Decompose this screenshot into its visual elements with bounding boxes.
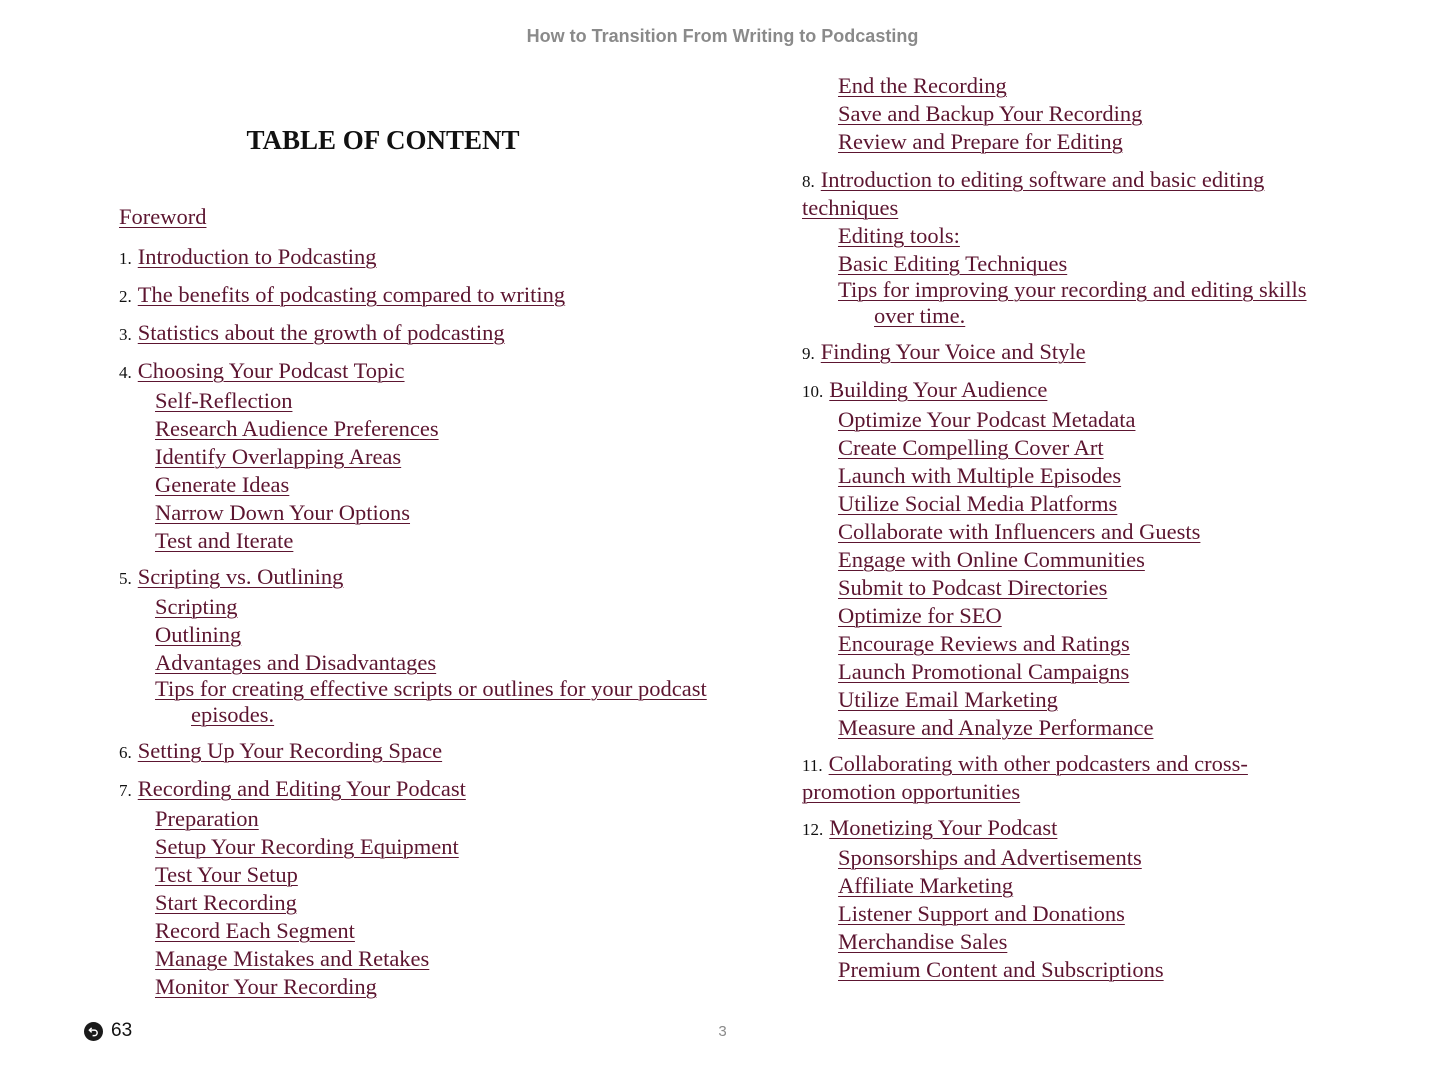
subsection-link[interactable]: Preparation <box>155 806 259 831</box>
subsection-link[interactable]: Identify Overlapping Areas <box>155 444 402 469</box>
chapter-number: 6. <box>119 743 132 762</box>
chapter-link[interactable]: Scripting vs. Outlining <box>137 564 344 589</box>
toc-subsection[interactable] <box>802 463 1322 489</box>
toc-chapter[interactable] <box>802 751 1322 805</box>
subsection-link[interactable]: End the Recording <box>838 73 1007 98</box>
subsection-link[interactable]: Research Audience Preferences <box>155 416 439 441</box>
subsection-link[interactable]: Self-Reflection <box>155 388 293 413</box>
toc-chapter[interactable] <box>119 282 719 310</box>
subsection-link[interactable]: Encourage Reviews and Ratings <box>838 631 1130 656</box>
toc-left-column <box>119 204 719 1000</box>
subsection-link[interactable]: Editing tools: <box>838 223 960 248</box>
toc-heading: TABLE OF CONTENT <box>246 125 520 155</box>
book-title: How to Transition From Writing to Podcasting <box>526 26 919 46</box>
toc-chapter[interactable] <box>802 339 1322 367</box>
subsection-link[interactable]: Generate Ideas <box>155 472 290 497</box>
chapter-link[interactable]: Statistics about the growth of podcasting <box>137 320 505 345</box>
toc-subsection[interactable] <box>802 957 1322 983</box>
subsection-link[interactable]: Optimize Your Podcast Metadata <box>838 407 1136 432</box>
toc-chapter[interactable] <box>802 167 1322 221</box>
chapter-link[interactable]: Recording and Editing Your Podcast <box>137 776 466 801</box>
toc-subsection[interactable] <box>802 547 1322 573</box>
subsection-link[interactable]: Tips for creating effective scripts or outlines for your podcast episodes. <box>155 676 707 727</box>
subsection-link[interactable]: Utilize Email Marketing <box>838 687 1058 712</box>
toc-subsection[interactable] <box>802 873 1322 899</box>
subsection-link[interactable]: Advantages and Disadvantages <box>155 650 437 675</box>
toc-subsection[interactable] <box>119 946 719 972</box>
toc-subsection[interactable] <box>802 901 1322 927</box>
subsection-link[interactable]: Launch with Multiple Episodes <box>838 463 1122 488</box>
subsection-link[interactable]: Test Your Setup <box>155 862 298 887</box>
toc-subsection[interactable] <box>119 834 719 860</box>
chapter-number: 9. <box>802 344 815 363</box>
toc-subsection[interactable] <box>802 223 1322 249</box>
toc-entry-foreword[interactable] <box>119 204 719 230</box>
toc-subsection[interactable] <box>802 129 1322 155</box>
toc-chapter[interactable] <box>119 358 719 386</box>
subsection-link[interactable]: Engage with Online Communities <box>838 547 1145 572</box>
chapter-number: 11. <box>802 756 823 775</box>
toc-subsection[interactable] <box>119 676 719 728</box>
toc-subsection[interactable] <box>802 929 1322 955</box>
chapter-number: 10. <box>802 382 824 401</box>
toc-chapter[interactable] <box>119 776 719 804</box>
toc-subsection[interactable] <box>119 806 719 832</box>
toc-subsection[interactable] <box>802 603 1322 629</box>
toc-chapter[interactable] <box>119 564 719 592</box>
chapter-number: 8. <box>802 172 815 191</box>
toc-subsection[interactable] <box>802 491 1322 517</box>
toc-subsection[interactable] <box>802 277 1322 329</box>
subsection-link[interactable]: Start Recording <box>155 890 297 915</box>
subsection-link[interactable]: Review and Prepare for Editing <box>838 129 1123 154</box>
subsection-link[interactable]: Create Compelling Cover Art <box>838 435 1104 460</box>
subsection-link[interactable]: Optimize for SEO <box>838 603 1002 628</box>
toc-subsection[interactable] <box>802 73 1322 99</box>
pages-left-count: 63 <box>111 1020 133 1041</box>
chapter-link[interactable]: The benefits of podcasting compared to writing <box>137 282 566 307</box>
chapter-link[interactable]: Setting Up Your Recording Space <box>137 738 443 763</box>
subsection-link[interactable]: Record Each Segment <box>155 918 355 943</box>
toc-right-column <box>802 71 1322 983</box>
toc-subsection[interactable] <box>119 622 719 648</box>
chapter-link[interactable]: Building Your Audience <box>829 377 1048 402</box>
subsection-link[interactable]: Tips for improving your recording and editing skills over time. <box>838 277 1307 328</box>
subsection-link[interactable]: Save and Backup Your Recording <box>838 101 1143 126</box>
chapter-link[interactable]: Choosing Your Podcast Topic <box>137 358 405 383</box>
chapter-link[interactable]: Monetizing Your Podcast <box>829 815 1058 840</box>
chapter-number: 3. <box>119 325 132 344</box>
chapter-number: 4. <box>119 363 132 382</box>
chapter-number: 2. <box>119 287 132 306</box>
toc-subsection[interactable] <box>119 444 719 470</box>
toc-chapter[interactable] <box>119 320 719 348</box>
subsection-link[interactable]: Narrow Down Your Options <box>155 500 411 525</box>
toc-left-list <box>119 244 719 1000</box>
toc-chapter[interactable] <box>802 377 1322 405</box>
subsection-link[interactable]: Outlining <box>155 622 242 647</box>
subsection-link[interactable]: Utilize Social Media Platforms <box>838 491 1118 516</box>
subsection-link[interactable]: Manage Mistakes and Retakes <box>155 946 430 971</box>
toc-subsection[interactable] <box>802 659 1322 685</box>
subsection-link[interactable]: Merchandise Sales <box>838 929 1008 954</box>
toc-subsection[interactable] <box>802 251 1322 277</box>
toc-chapter[interactable] <box>119 244 719 272</box>
subsection-link[interactable]: Premium Content and Subscriptions <box>838 957 1164 982</box>
toc-right-list <box>802 167 1322 983</box>
subsection-link[interactable]: Listener Support and Donations <box>838 901 1125 926</box>
toc-chapter[interactable] <box>119 738 719 766</box>
toc-subsection[interactable] <box>119 650 719 676</box>
subsection-link[interactable]: Measure and Analyze Performance <box>838 715 1154 740</box>
toc-subsection[interactable] <box>802 845 1322 871</box>
subsection-link[interactable]: Collaborate with Influencers and Guests <box>838 519 1201 544</box>
subsection-link[interactable]: Monitor Your Recording <box>155 974 377 999</box>
subsection-link[interactable]: Basic Editing Techniques <box>838 251 1068 276</box>
subsection-link[interactable]: Setup Your Recording Equipment <box>155 834 459 859</box>
foreword-link[interactable]: Foreword <box>119 204 207 229</box>
toc-subsection[interactable] <box>119 862 719 888</box>
toc-subsection[interactable] <box>119 890 719 916</box>
toc-subsection[interactable] <box>802 407 1322 433</box>
toc-subsection[interactable] <box>802 519 1322 545</box>
toc-subsection[interactable] <box>119 472 719 498</box>
toc-subsection[interactable] <box>802 715 1322 741</box>
toc-subsection[interactable] <box>802 101 1322 127</box>
subsection-link[interactable]: Affiliate Marketing <box>838 873 1014 898</box>
toc-subsection[interactable] <box>119 500 719 526</box>
toc-subsection[interactable] <box>802 575 1322 601</box>
toc-subsection[interactable] <box>119 974 719 1000</box>
chapter-link[interactable]: Collaborating with other podcasters and cross-promotion opportunities <box>802 751 1248 804</box>
chapter-link[interactable]: Finding Your Voice and Style <box>820 339 1086 364</box>
chapter-number: 1. <box>119 249 132 268</box>
subsection-link[interactable]: Scripting <box>155 594 238 619</box>
chapter-number: 5. <box>119 569 132 588</box>
chapter-link[interactable]: Introduction to editing software and basic editing techniques <box>802 167 1265 220</box>
chapter-number: 7. <box>119 781 132 800</box>
page-number: 3 <box>718 1023 727 1040</box>
toc-chapter[interactable] <box>802 815 1322 843</box>
subsection-link[interactable]: Submit to Podcast Directories <box>838 575 1108 600</box>
toc-subsection[interactable] <box>119 918 719 944</box>
subsection-link[interactable]: Launch Promotional Campaigns <box>838 659 1130 684</box>
toc-subsection[interactable] <box>802 435 1322 461</box>
toc-continued-list <box>802 73 1322 155</box>
subsection-link[interactable]: Sponsorships and Advertisements <box>838 845 1142 870</box>
chapter-number: 12. <box>802 820 824 839</box>
toc-subsection[interactable] <box>119 528 719 554</box>
toc-subsection[interactable] <box>119 416 719 442</box>
toc-subsection[interactable] <box>802 631 1322 657</box>
subsection-link[interactable]: Test and Iterate <box>155 528 294 553</box>
toc-subsection[interactable] <box>802 687 1322 713</box>
chapter-link[interactable]: Introduction to Podcasting <box>137 244 377 269</box>
toc-subsection[interactable] <box>119 594 719 620</box>
toc-subsection[interactable] <box>119 388 719 414</box>
